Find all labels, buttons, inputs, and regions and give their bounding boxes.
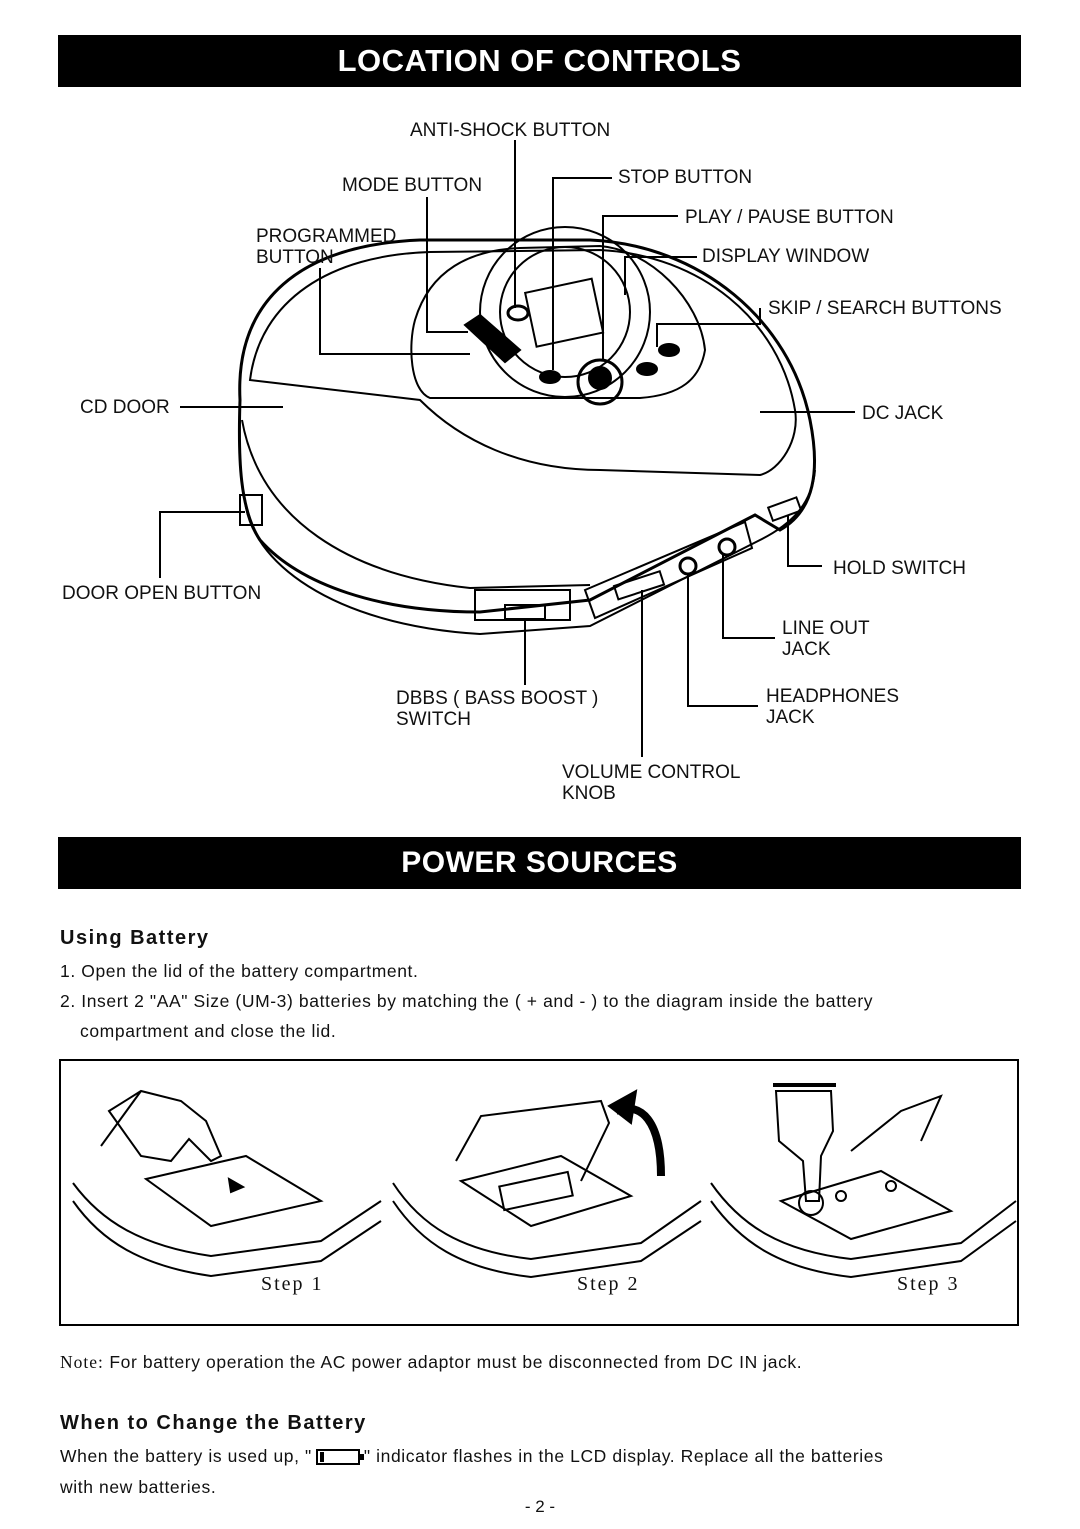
change-battery-heading: When to Change the Battery [60, 1412, 367, 1434]
label-cd-door: CD DOOR [80, 397, 170, 418]
label-headphones-line1: HEADPHONES [766, 686, 900, 707]
leader-hold [788, 515, 822, 566]
step-3-label: Step 3 [897, 1273, 960, 1295]
battery-steps-illustration [59, 1059, 1019, 1326]
power-section-title: POWER SOURCES [58, 837, 1021, 889]
leader-play [603, 216, 678, 360]
low-battery-icon [316, 1449, 360, 1465]
player-base-outline [245, 470, 815, 634]
change-battery-line1-part2: " indicator flashes in the LCD display. Replace all the batteries [363, 1446, 884, 1466]
side-panel [585, 522, 752, 618]
label-door-open-button: DOOR OPEN BUTTON [62, 583, 262, 604]
leader-mode [427, 197, 468, 332]
step1-hand [109, 1091, 221, 1161]
label-headphones-line2: JACK [766, 707, 815, 728]
label-programmed-button-line1: PROGRAMMED [256, 226, 397, 247]
leader-door-open [160, 512, 245, 578]
player-lid-edge [242, 420, 590, 588]
label-display-window: DISPLAY WINDOW [702, 246, 870, 267]
label-line-out-line1: LINE OUT [782, 618, 870, 639]
label-dbbs-line1: DBBS ( BASS BOOST ) [396, 688, 599, 709]
leader-programmed [320, 268, 470, 354]
step-2-label: Step 2 [577, 1273, 640, 1295]
label-dbbs-line2: SWITCH [396, 709, 471, 730]
label-stop-button: STOP BUTTON [618, 167, 753, 188]
step2-compartment [461, 1156, 631, 1226]
label-dc-jack: DC JACK [862, 403, 944, 424]
step3-player-body [711, 1183, 1016, 1259]
steps-drawing [61, 1061, 1017, 1324]
note-body: For battery operation the AC power adaptor must be disconnected from DC IN jack. [103, 1352, 803, 1372]
skip-button-2 [659, 344, 679, 356]
label-mode-button: MODE BUTTON [342, 175, 483, 196]
change-battery-line1 [60, 1446, 883, 1467]
label-volume-line1: VOLUME CONTROL [562, 762, 741, 783]
display-inner [500, 247, 630, 377]
skip-button-1 [637, 363, 657, 375]
change-battery-line2: with new batteries. [60, 1477, 217, 1497]
step3-open-lid [851, 1096, 941, 1151]
battery-step-2-continuation: compartment and close the lid. [80, 1021, 337, 1041]
display-ring [480, 227, 650, 397]
step3-hand [776, 1091, 833, 1201]
display-window [525, 279, 603, 347]
change-battery-line1-part1: When the battery is used up, " [60, 1446, 312, 1466]
label-play-pause-button: PLAY / PAUSE BUTTON [685, 207, 894, 228]
label-programmed-button-line2: BUTTON [256, 247, 334, 268]
headphones-jack-shape [680, 558, 696, 574]
label-anti-shock-button: ANTI-SHOCK BUTTON [410, 120, 611, 141]
leader-skip [657, 308, 760, 347]
step-1-label: Step 1 [261, 1273, 324, 1295]
stop-button-shape [540, 371, 560, 383]
controls-section-title: LOCATION OF CONTROLS [58, 35, 1021, 87]
step3-compartment [781, 1171, 951, 1239]
leader-line-out [723, 553, 775, 638]
line-out-jack-shape [719, 539, 735, 555]
anti-shock-button-shape [508, 306, 528, 320]
step2-open-lid [456, 1101, 609, 1181]
step2-arrow [616, 1109, 661, 1176]
label-line-out-line2: JACK [782, 639, 831, 660]
label-volume-line2: KNOB [562, 783, 616, 804]
note-text [60, 1352, 802, 1373]
note-prefix: Note: [60, 1352, 104, 1372]
battery-step-1-text: 1. Open the lid of the battery compartment. [60, 961, 419, 981]
label-skip-search-buttons: SKIP / SEARCH BUTTONS [768, 298, 1002, 319]
battery-step-2-text: 2. Insert 2 "AA" Size (UM-3) batteries by matching the ( + and - ) to the diagram inside the battery [60, 991, 874, 1011]
label-hold-switch: HOLD SWITCH [833, 558, 966, 579]
page-number: - 2 - [524, 1497, 556, 1516]
using-battery-heading: Using Battery [60, 927, 210, 949]
